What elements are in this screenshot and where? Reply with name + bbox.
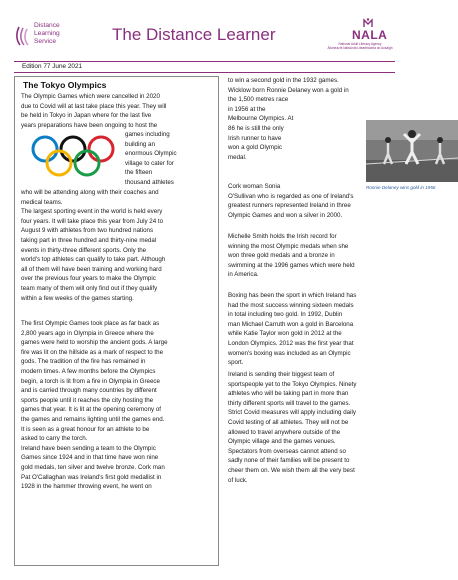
text-line: Irish runner to have <box>228 134 282 142</box>
text-line: Boxing has been the sport in which Ireland has <box>228 292 357 299</box>
text-line: asked to carry the torch. <box>21 435 88 443</box>
text-line: Spectators from overseas cannot attend so <box>228 447 346 455</box>
nala-logo <box>322 18 398 52</box>
distance-learning-logo-icon <box>16 25 32 47</box>
dls-logo-line: Distance <box>34 22 60 29</box>
text-line: all of them will have been training and working hard <box>21 265 162 273</box>
race-photo-illustration <box>366 120 458 182</box>
text-line: Ireland have been sending a team to the Olympic <box>21 444 156 452</box>
text-line: The Olympic Games which were cancelled in 2020 <box>21 93 160 100</box>
text-line: building an <box>125 140 155 148</box>
article-wrap-text <box>125 130 177 188</box>
text-line: world's top athletes can qualify to take part. Although <box>21 256 166 264</box>
text-line: Games since 1924 and in that time have won nine <box>21 454 159 462</box>
text-line: the 1,500 metres race <box>228 96 289 104</box>
text-line: who will be attending along with their coaches and <box>21 189 159 196</box>
article-paragraph-dates <box>21 188 165 303</box>
text-line: thirty different sports will travel to the games. <box>228 399 351 407</box>
text-line: games were held to worship the ancient gods. A large <box>21 339 168 347</box>
text-line: and is carried through many countries by different <box>21 387 157 395</box>
text-line: Ireland is sending their biggest team of <box>228 371 335 378</box>
text-line: be held in Tokyo in Japan where for the last five <box>21 112 152 120</box>
text-line: sport. <box>228 359 244 367</box>
text-line: in America. <box>228 271 259 279</box>
article-sonia-paragraph <box>228 182 354 220</box>
text-line: winning the most Olympic medals when she <box>228 242 349 250</box>
text-line: August 9 with athletes from two hundred nations <box>21 227 154 235</box>
text-line: to win a second gold in the 1932 games. <box>228 77 339 84</box>
text-line: team many of them will only find out if they qualify <box>21 284 158 292</box>
edition-label: Edition 77 June 2021 <box>22 63 83 70</box>
text-line: within a few weeks of the games starting. <box>21 294 134 302</box>
dls-logo-line: Learning <box>34 30 60 37</box>
text-line: four years. It will take place this year from July 24 to <box>21 217 164 225</box>
text-line: It is seen as a great honour for an athlete to be <box>21 425 150 433</box>
article-right-column <box>226 76 436 566</box>
text-line: in total including two gold. In 1992, Dublin <box>228 311 343 319</box>
text-line: gold medals, ten silver and twelve bronze. Cork man <box>21 463 165 471</box>
photo-caption <box>366 185 435 191</box>
text-line: 86 he is still the only <box>228 124 284 132</box>
text-line: events in thirty-three different sports. Only the <box>21 246 147 254</box>
ronnie-delaney-photo <box>366 120 458 182</box>
text-line: Melbourne Olympics. At <box>228 115 294 123</box>
text-line: the fifteen <box>125 169 153 177</box>
text-line: Wicklow born Ronnie Delaney won a gold in <box>228 86 349 94</box>
text-line: Olympic Games and won a silver in 2000. <box>228 211 343 219</box>
text-line: won three gold medals and a bronze in <box>228 252 335 260</box>
text-line: Covid testing of all athletes. They will not be <box>228 418 349 426</box>
edition-bar <box>14 61 395 73</box>
text-line: athletes who will be taking part in more than <box>228 390 349 398</box>
text-line: 2,800 years ago in Olympia in Greece where the <box>21 329 154 337</box>
text-line: sadly none of their families will be present to <box>228 457 350 465</box>
article-michelle-paragraph <box>228 232 355 280</box>
text-line: had the most success winning sixteen medals <box>228 301 354 309</box>
text-line: games including <box>125 131 170 138</box>
text-line: modern times. A few months before the Olympics <box>21 367 156 375</box>
dls-logo-text <box>34 22 80 46</box>
text-line: fire was lit on the hillside as a mark of respect to the <box>21 348 164 356</box>
text-line: man Michael Carruth won a gold in Barcelona <box>228 320 354 328</box>
text-line: gods. The tradition of the fire has remained in <box>21 358 146 366</box>
olympic-rings-icon <box>27 133 119 181</box>
article-team-paragraph <box>228 370 357 485</box>
text-line: of luck. <box>228 476 248 484</box>
text-line: taking part in three hundred and thirty-nine medal <box>21 236 157 244</box>
text-line: O'Sullivan who is regarded as one of Ireland's <box>228 192 354 200</box>
text-line: years preparations have been ongoing to host the <box>21 121 158 129</box>
text-line: allowed to travel anywhere outside of the <box>228 428 341 436</box>
text-line: sports people until it reaches the city hosting the <box>21 396 154 404</box>
text-line: The largest sporting event in the world is held every <box>21 208 163 216</box>
photo-caption-text: Ronnie Delaney wins gold in 1956 <box>366 185 436 190</box>
nala-wordmark: NALA <box>352 28 388 42</box>
text-line: Strict Covid measures will apply including daily <box>228 409 356 417</box>
text-line: 1928 in the hammer throwing event, he went on <box>21 483 152 491</box>
text-line: greatest runners represented Ireland in three <box>228 202 351 210</box>
text-line: enormous Olympic <box>125 150 177 158</box>
newsletter-title: The Distance Learner <box>112 25 276 44</box>
text-line: Pat O'Callaghan was Ireland's first gold medallist in <box>21 473 162 481</box>
text-line: swimming at the 1996 games which were held <box>228 261 355 269</box>
text-line: village to cater for <box>125 159 174 167</box>
newsletter-header <box>0 0 405 58</box>
text-line: the games and remains lighting until the games end. <box>21 415 165 423</box>
article-intro <box>21 92 166 130</box>
distance-learning-service-logo <box>16 22 78 52</box>
text-line: games that year. It is lit at the opening ceremony of <box>21 406 161 414</box>
text-line: Olympic village and the games venues. <box>228 438 336 446</box>
article-headline: The Tokyo Olympics <box>23 80 107 90</box>
text-line: women's boxing was included as an Olympic <box>228 349 351 357</box>
nala-subtitle-line: National Adult Literacy Agency <box>338 42 382 46</box>
nala-subtitle-line: Áisíneacht Náisiúnta Litearthachta do Aosaigh <box>327 46 393 50</box>
text-line: medical teams. <box>21 198 63 206</box>
text-line: The first Olympic Games took place as far back as <box>21 320 160 327</box>
text-line: London Olympics. 2012 was the first year that <box>228 339 354 347</box>
text-line: while Katie Taylor won gold in 2012 at the <box>228 330 342 338</box>
text-line: won a gold Olympic <box>228 144 282 152</box>
text-line: Cork woman Sonia <box>228 183 281 190</box>
text-line: Michelle Smith holds the Irish record for <box>228 233 337 240</box>
text-line: cheer them on. We wish them all the very best <box>228 466 355 474</box>
text-line: sportspeople yet to the Tokyo Olympics. Ninety <box>228 380 357 388</box>
article-paragraph-history <box>21 319 168 492</box>
text-line: due to Covid will at last take place this year. They will <box>21 102 167 110</box>
text-line: over the previous four years to make the Olympic <box>21 275 156 283</box>
article-boxing-paragraph <box>228 291 356 368</box>
text-line: begin, a torch is lit from a fire in Olympia in Greece <box>21 377 160 385</box>
article-left-column <box>14 76 219 566</box>
text-line: in 1956 at the <box>228 105 266 113</box>
nala-subtitle <box>322 42 398 50</box>
text-line: thousand athletes <box>125 178 174 186</box>
text-line: medal. <box>228 153 247 161</box>
dls-logo-line: Service <box>34 38 56 45</box>
article-delaney-paragraph <box>228 76 349 162</box>
